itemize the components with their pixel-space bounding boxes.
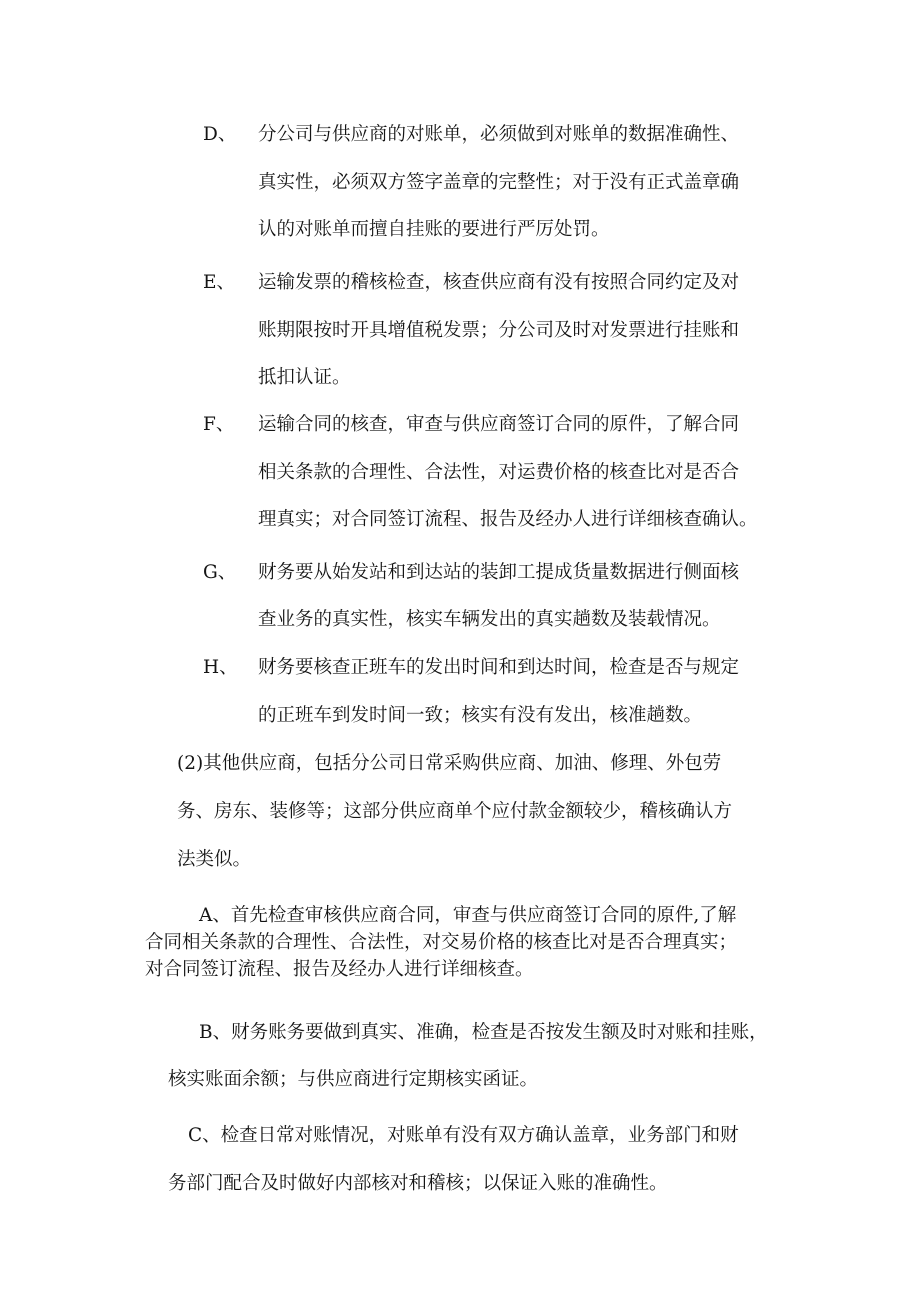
- item-g-marker: G、: [203, 562, 237, 583]
- item-g-line: 查业务的真实性，核实车辆发出的真实趟数及装载情况。: [258, 609, 721, 630]
- item-e-line: 抵扣认证。: [258, 367, 351, 388]
- item-f-marker: F、: [203, 414, 235, 435]
- section2-line: (2)其他供应商，包括分公司日常采购供应商、加油、修理、外包劳: [177, 753, 722, 774]
- item-f-line: 理真实；对合同签订流程、报告及经办人进行详细核查确认。: [258, 509, 758, 530]
- para-b-line: 核实账面余额；与供应商进行定期核实函证。: [168, 1069, 539, 1090]
- item-f-line: 运输合同的核查，审查与供应商签订合同的原件，了解合同: [258, 414, 740, 435]
- section2-line: 务、房东、装修等；这部分供应商单个应付款金额较少，稽核确认方: [177, 801, 733, 822]
- item-g-line: 财务要从始发站和到达站的装卸工提成货量数据进行侧面核: [258, 562, 740, 583]
- para-a-line: A、首先检查审核供应商合同，审查与供应商签订合同的原件,了解: [199, 905, 737, 926]
- item-f-line: 相关条款的合理性、合法性，对运费价格的核查比对是否合: [258, 462, 740, 483]
- para-c-line: C、检查日常对账情况，对账单有没有双方确认盖章，业务部门和财: [188, 1125, 739, 1146]
- item-e-marker: E、: [203, 272, 236, 293]
- item-h-line: 的正班车到发时间一致；核实有没有发出，核准趟数。: [258, 705, 703, 726]
- item-d-line: 真实性，必须双方签字盖章的完整性；对于没有正式盖章确: [258, 172, 740, 193]
- section2-line: 法类似。: [177, 849, 252, 870]
- item-e-line: 运输发票的稽核检查，核查供应商有没有按照合同约定及对: [258, 272, 740, 293]
- item-d-marker: D、: [203, 124, 237, 145]
- item-d-line: 分公司与供应商的对账单，必须做到对账单的数据准确性、: [258, 124, 740, 145]
- para-a-line: 合同相关条款的合理性、合法性，对交易价格的核查比对是否合理真实；: [145, 932, 738, 953]
- para-a-line: 对合同签订流程、报告及经办人进行详细核查。: [145, 959, 534, 980]
- item-h-line: 财务要核查正班车的发出时间和到达时间，检查是否与规定: [258, 657, 740, 678]
- item-e-line: 账期限按时开具增值税发票；分公司及时对发票进行挂账和: [258, 320, 740, 341]
- para-b-line: B、财务账务要做到真实、准确，检查是否按发生额及时对账和挂账，: [199, 1022, 768, 1043]
- item-h-marker: H、: [203, 657, 238, 678]
- item-d-line: 认的对账单而擅自挂账的要进行严厉处罚。: [258, 219, 610, 240]
- para-c-line: 务部门配合及时做好内部核对和稽核；以保证入账的准确性。: [168, 1173, 668, 1194]
